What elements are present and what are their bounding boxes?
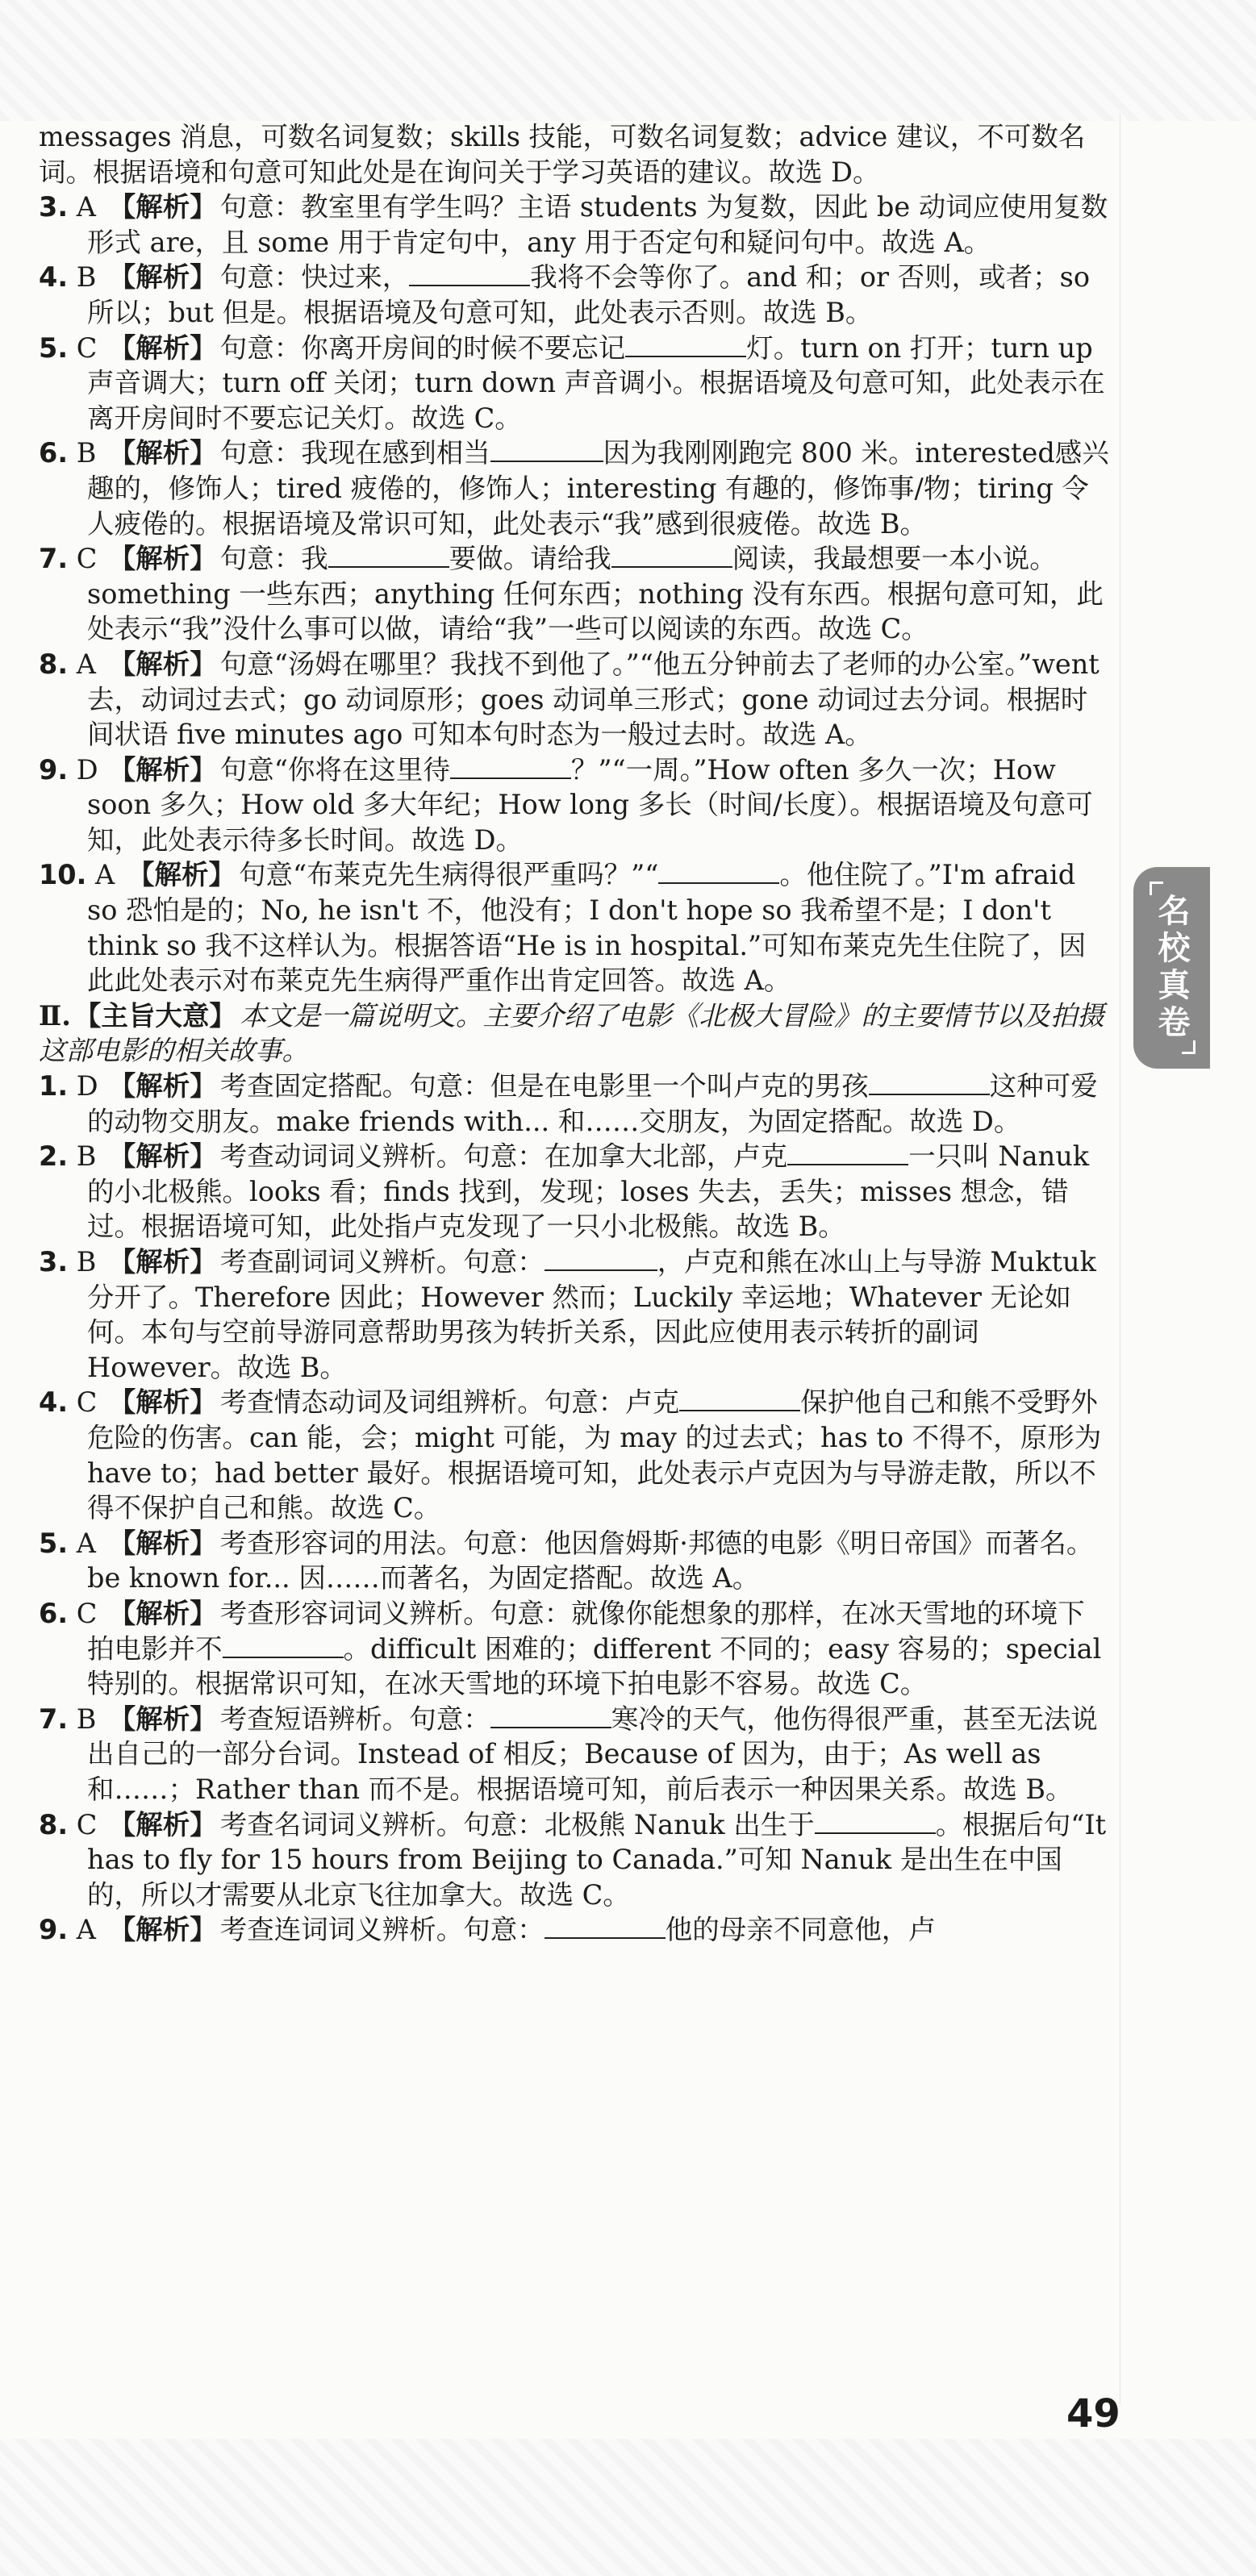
blank-line xyxy=(223,1632,344,1658)
blank-line xyxy=(625,331,746,357)
answer-item-9: 9. D 【解析】 句意“你将在这里待 ？”“一周。”How often 多久一次；How soon 多久；How old 多大年纪；How long 多长（时间/长度）。根据语境及句意可知，此处表示待多长时间。故选 D。 xyxy=(39,753,1093,856)
answer-item-7: 7. C 【解析】 句意：我 要做。请给我 阅读，我最想要一本小说。something 一些东西；anything 任何东西；nothing 没有东西。根据句意可知，此处表示“我”没什么事可以做，请给“我”一些可以阅读的东西。故选 C。 xyxy=(39,543,1104,645)
side-tab-label: 名校真卷 xyxy=(1133,867,1210,1069)
blank-line xyxy=(409,261,530,286)
blank-line xyxy=(328,542,449,568)
bracket-decoration xyxy=(1182,1040,1195,1054)
answer-item-ii-3: 3. B 【解析】 考查副词词义辨析。句意： ，卢克和熊在冰山上与导游 Muktuk 分开了。Therefore 因此；However 然而；Luckily 幸运地；Whatever 无论如何。本句与空前导游同意帮助男孩为转折关系，因此应使用表示转折的副词 However。故选 B。 xyxy=(39,1246,1096,1383)
page-top-texture xyxy=(0,0,1256,121)
blank-line xyxy=(450,753,571,779)
blank-line xyxy=(545,1245,657,1271)
answer-item-ii-6: 6. C 【解析】 考查形容词词义辨析。句意：就像你能想象的那样，在冰天雪地的环境下拍电影并不 。difficult 困难的；different 不同的；easy 容易的；special 特别的。根据常识可知，在冰天雪地的环境下拍电影不容易。故选 C。 xyxy=(39,1597,1102,1700)
answer-item-ii-5: 5. A 【解析】 考查形容词的用法。句意：他因詹姆斯·邦德的电影《明日帝国》而著名。be known for... 因……而著名，为固定搭配。故选 A。 xyxy=(39,1527,1094,1594)
answer-item-ii-4: 4. C 【解析】 考查情态动词及词组辨析。句意：卢克 保护他自己和熊不受野外危险的伤害。can 能，会；might 可能，为 may 的过去式；has to 不得不，原形为 have to；had better 最好。根据语境可知，此处表示卢克因为与导游走散，所以不得不保护自己和熊。故选 C。 xyxy=(39,1386,1102,1524)
answer-item-ii-8: 8. C 【解析】 考查名词词义辨析。句意：北极熊 Nanuk 出生于 。根据后句“It has to fly for 15 hours from Beijing to Canada.”可知 Nanuk 是出生在中国的，所以才需要从北京飞往加拿大。故选 C。 xyxy=(39,1808,1107,1911)
page-number: 49 xyxy=(1066,2391,1120,2436)
answer-item-ii-7: 7. B 【解析】 考查短语辨析。句意： 寒冷的天气，他伤得很严重，甚至无法说出自己的一部分台词。Instead of 相反；Because of 因为，由于；As well as 和……；Rather than 而不是。根据语境可知，前后表示一种因果关系。故选 B。 xyxy=(39,1703,1098,1805)
answer-item-4: 4. B 【解析】 句意：快过来， 我将不会等你了。and 和；or 否则，或者；so 所以；but 但是。根据语境及句意可知，此处表示否则。故选 B。 xyxy=(39,261,1091,328)
bracket-decoration xyxy=(1150,882,1163,895)
answer-item-10: 10. A 【解析】 句意“布莱克先生病得很严重吗？”“ 。他住院了。”I'm afraid so 恐怕是的；No, he isn't 不，他没有；I don't hope so 我希望不是；I don't think so 我不这样认为。根据答语“He is in hospital.”可知布莱克先生住院了，因此此处表示对布莱克先生病得严重作出肯定回答。故选 A。 xyxy=(39,859,1087,997)
blank-line xyxy=(611,542,732,568)
answer-item-3: 3. A 【解析】 句意：教室里有学生吗？主语 students 为复数，因此 be 动词应使用复数形式 are，且 some 用于肯定句中，any 用于否定句和疑问句中。故选 A。 xyxy=(39,191,1108,258)
blank-line xyxy=(490,1703,611,1728)
answer-item-8: 8. A 【解析】 句意“汤姆在哪里？我找不到他了。”“他五分钟前去了老师的办公室。”went 去，动词过去式；go 动词原形；goes 动词单三形式；gone 动词过去分词。根据时间状语 five minutes ago 可知本句时态为一般过去时。故选 A。 xyxy=(39,648,1100,751)
blank-line xyxy=(545,1913,666,1939)
blank-line xyxy=(490,436,603,462)
answer-explanations xyxy=(39,119,1112,1948)
answer-item-ii-9: 9. A 【解析】 考查连词词义辨析。句意： 他的母亲不同意他，卢 xyxy=(39,1914,936,1946)
blank-line xyxy=(787,1140,908,1165)
answer-item-ii-2: 2. B 【解析】 考查动词词义辨析。句意：在加拿大北部，卢克 一只叫 Nanuk 的小北极熊。looks 看；finds 找到，发现；loses 失去，丢失；misses 想念，错过。根据语境可知，此处指卢克发现了一只小北极熊。故选 B。 xyxy=(39,1140,1090,1243)
continuation-paragraph: messages 消息，可数名词复数；skills 技能，可数名词复数；advice 建议，不可数名词。根据语境和句意可知此处是在询问关于学习英语的建议。故选 D。 xyxy=(39,121,1086,188)
blank-line xyxy=(815,1808,936,1834)
answer-item-ii-1: 1. D 【解析】 考查固定搭配。句意：但是在电影里一个叫卢克的男孩 这种可爱的动物交朋友。make friends with... 和……交朋友，为固定搭配。故选 D。 xyxy=(39,1070,1098,1137)
blank-line xyxy=(869,1069,990,1095)
answer-item-6: 6. B 【解析】 句意：我现在感到相当 因为我刚刚跑完 800 米。interested感兴趣的，修饰人；tired 疲倦的，修饰人；interesting 有趣的，修饰事/物；tiring 令人疲倦的。根据语境及常识可知，此处表示“我”感到很疲倦。故选 B。 xyxy=(39,437,1109,540)
blank-line xyxy=(679,1386,800,1411)
answer-item-5: 5. C 【解析】 句意：你离开房间的时候不要忘记 灯。turn on 打开；turn up 声音调大；turn off 关闭；turn down 声音调小。根据语境及句意可知，此处表示在离开房间时不要忘记关灯。故选 C。 xyxy=(39,331,1105,434)
section-2-summary: Ⅱ. 【主旨大意】 本文是一篇说明文。主要介绍了电影《北极大冒险》的主要情节以及拍摄这部电影的相关故事。 xyxy=(39,999,1104,1067)
page-bottom-texture xyxy=(0,2439,1256,2576)
blank-line xyxy=(658,858,779,884)
